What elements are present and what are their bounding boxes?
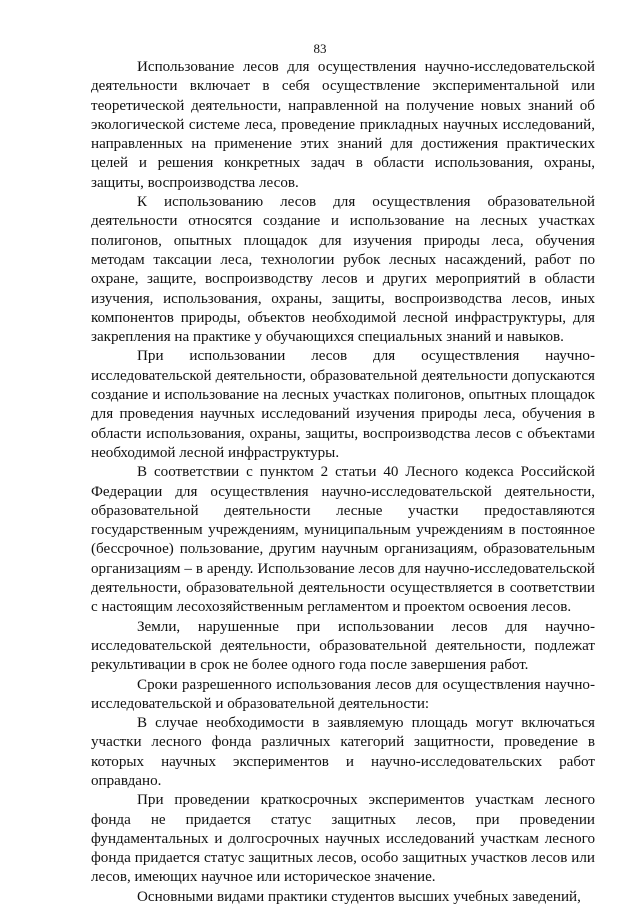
- paragraph-forest-code-article-40: В соответствии с пунктом 2 статьи 40 Лесного кодекса Российской Федерации для осуществления научно-исследовательской деятельности, образовательной деятельности лесные участки предоставляются государственным учреждениям, муниципальным учреждениям в постоянное (бессрочное) пользование, другим научным организациям, образовательным организациям – в аренду. Использование лесов для научно-исследовательской деятельности, образовательной деятельности осуществляется в соответствии с настоящим лесохозяйственным регламентом и проектом освоения лесов.: [91, 464, 595, 616]
- paragraph-usage-terms: Сроки разрешенного использования лесов для осуществления научно-исследовательской и образовательной деятельности:: [91, 676, 595, 712]
- paragraph-polygons-allowed: При использовании лесов для осуществления научно-исследовательской деятельности, образовательной деятельности допускаются создание и использование на лесных участках полигонов, опытных площадок для проведения научных исследований изучения природы леса, обучения в области использования, охраны, защиты, воспроизводства лесов с объектами необходимой лесной инфраструктуры.: [91, 348, 595, 461]
- paragraph-student-practice: Основными видами практики студентов высших учебных заведений,: [137, 888, 581, 905]
- page-number: 83: [313, 41, 327, 56]
- paragraph-recultivation: Земли, нарушенные при использовании лесов для научно-исследовательской деятельности, образовательной деятельности, подлежат рекультивации в срок не более одного года после завершения работ.: [91, 618, 595, 674]
- paragraph-protective-status: При проведении краткосрочных экспериментов участкам лесного фонда не придается статус защитных лесов, при проведении фундаментальных и долгосрочных научных исследований участкам лесного фонда придается статус защитных лесов, особо защитных участков лесов или лесов, имеющих научное или историческое значение.: [91, 792, 595, 886]
- paragraph-educational-use: К использованию лесов для осуществления образовательной деятельности относятся создание и использование на лесных участках полигонов, опытных площадок для изучения природы леса, обучения методам таксации леса, технологии рубок лесных насаждений, работ по охране, защите, воспроизводству лесов и других мероприятий в области изучения, использования, охраны, защиты, воспроизводства лесов, иных компонентов природы, объектов необходимой лесной инфраструктуры, для закрепления на практике у обучающихся специальных знаний и навыков.: [91, 194, 595, 346]
- paragraph-research-use: Использование лесов для осуществления научно-исследовательской деятельности включает в себя осуществление экспериментальной или теоретической деятельности, направленной на получение новых знаний об экологической системе леса, проведение прикладных научных исследований, направленных на применение этих знаний для достижения практических целей и решения конкретных задач в области использования, охраны, защиты, воспроизводства лесов.: [91, 59, 595, 191]
- document-body: [91, 58, 595, 907]
- paragraph-protection-categories: В случае необходимости в заявляемую площадь могут включаться участки лесного фонда различных категорий защитности, проведение в которых научных экспериментов и научно-исследовательских работ оправдано.: [91, 715, 595, 789]
